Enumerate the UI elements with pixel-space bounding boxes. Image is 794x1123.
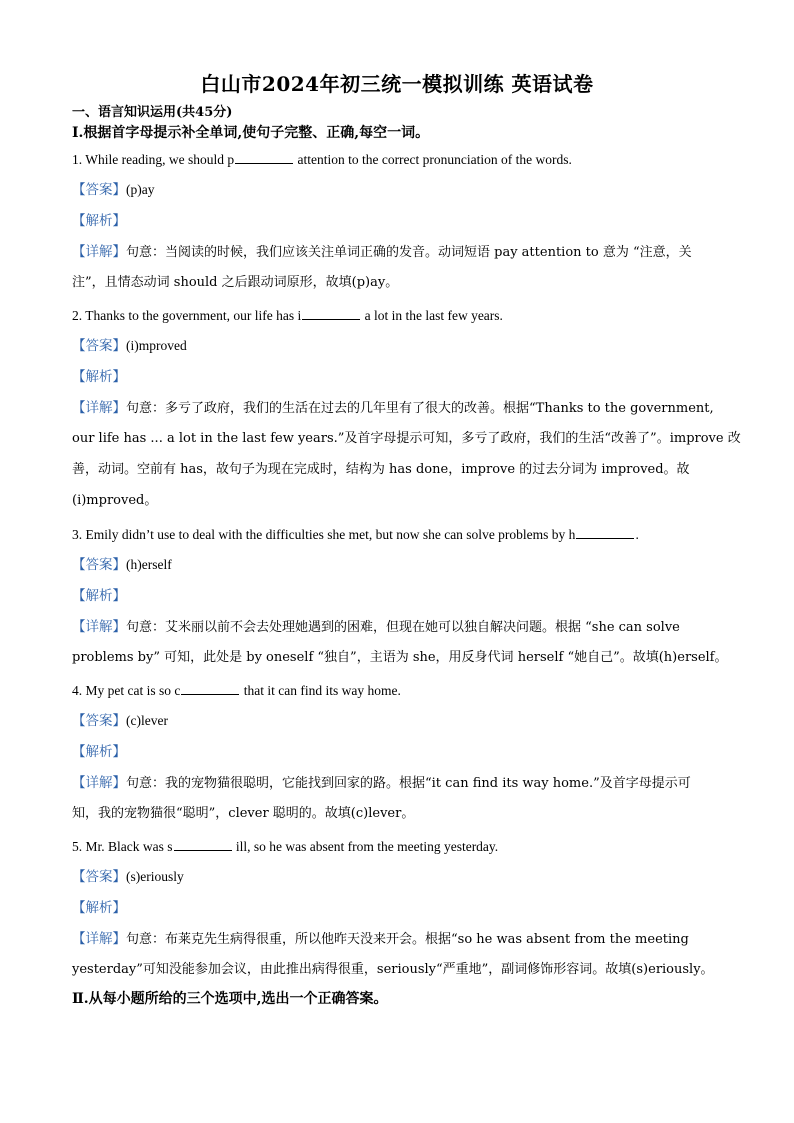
section-heading: 一、语言知识运用(共45分) xyxy=(72,105,233,120)
detail-text: 句意：我的宠物猫很聪明，它能找到回家的路。根据“it can find its way home.”及首字母提示可 xyxy=(126,776,691,791)
detail-line xyxy=(72,430,741,448)
analysis-line xyxy=(72,212,732,231)
detail-text: 句意：当阅读的时候，我们应该关注单词正确的发音。动词短语 pay attention to 意为 “注意，关 xyxy=(126,245,692,260)
question-line xyxy=(72,837,732,856)
answer-line xyxy=(72,337,732,356)
answer-blank xyxy=(174,837,232,851)
detail-line xyxy=(72,774,732,793)
answer-line xyxy=(72,556,732,575)
analysis-label: 【解析】 xyxy=(72,588,126,604)
question-text-end: ill, so he was absent from the meeting yesterday. xyxy=(232,839,499,854)
answer-value: (c)lever xyxy=(126,713,168,728)
answer-blank xyxy=(181,681,239,695)
answer-label: 【答案】 xyxy=(72,338,126,354)
detail-text: problems by” 可知，此处是 by oneself “独自”，主语为 she，用反身代词 herself “她自己”。故填(h)erself。 xyxy=(72,650,728,665)
answer-blank xyxy=(302,306,360,320)
question-line xyxy=(72,681,732,700)
analysis-label: 【解析】 xyxy=(72,369,126,385)
detail-text: 句意：多亏了政府，我们的生活在过去的几年里有了很大的改善。根据“Thanks to the government, xyxy=(126,401,714,416)
detail-line xyxy=(72,930,732,949)
detail-line xyxy=(72,461,732,479)
question-text-end: a lot in the last few years. xyxy=(361,308,503,323)
answer-value: (i)mproved xyxy=(126,338,187,353)
analysis-label: 【解析】 xyxy=(72,213,126,229)
answer-value: (h)erself xyxy=(126,557,172,572)
exam-title: 白山市2024年初三统一模拟训练 英语试卷 xyxy=(200,72,594,96)
analysis-line xyxy=(72,368,732,387)
answer-label: 【答案】 xyxy=(72,557,126,573)
detail-line xyxy=(72,492,732,510)
answer-label: 【答案】 xyxy=(72,713,126,729)
part-2-instruction: Ⅱ.从每小题所给的三个选项中,选出一个正确答案。 xyxy=(72,991,388,1007)
answer-label: 【答案】 xyxy=(72,869,126,885)
answer-line xyxy=(72,181,732,200)
question-text: 2. Thanks to the government, our life has i xyxy=(72,308,302,323)
question-text-end: . xyxy=(635,527,639,542)
detail-line xyxy=(72,961,732,979)
question-text: 1. While reading, we should p xyxy=(72,152,235,167)
detail-label: 【详解】 xyxy=(72,775,126,791)
detail-line xyxy=(72,618,732,637)
detail-text: 知，我的宠物猫很“聪明”，clever 聪明的。故填(c)lever。 xyxy=(72,806,415,821)
detail-label: 【详解】 xyxy=(72,619,126,635)
answer-line xyxy=(72,712,732,731)
question-text-end: that it can find its way home. xyxy=(240,683,401,698)
answer-label: 【答案】 xyxy=(72,182,126,198)
answer-value: (p)ay xyxy=(126,182,155,197)
analysis-line xyxy=(72,743,732,762)
analysis-line xyxy=(72,587,732,606)
detail-text: (i)mproved。 xyxy=(72,493,158,508)
detail-line xyxy=(72,649,732,667)
detail-label: 【详解】 xyxy=(72,400,126,416)
answer-value: (s)eriously xyxy=(126,869,184,884)
detail-line xyxy=(72,274,732,292)
question-line xyxy=(72,150,732,169)
detail-line xyxy=(72,243,732,262)
detail-text: 善，动词。空前有 has，故句子为现在完成时，结构为 has done，improve 的过去分词为 improved。故 xyxy=(72,462,690,477)
question-line xyxy=(72,306,732,325)
detail-text: our life has ... a lot in the last few years.”及首字母提示可知，多亏了政府，我们的生活“改善了”。improve 改 xyxy=(72,431,741,446)
detail-text: 句意：艾米丽以前不会去处理她遇到的困难，但现在她可以独自解决问题。根据 “she can solve xyxy=(126,620,680,635)
detail-line xyxy=(72,805,732,823)
question-text-end: attention to the correct pronunciation of the words. xyxy=(294,152,572,167)
detail-text: yesterday”可知没能参加会议，由此推出病得很重，seriously“严重地”，副词修饰形容词。故填(s)eriously。 xyxy=(72,962,714,977)
detail-text: 注”，且情态动词 should 之后跟动词原形，故填(p)ay。 xyxy=(72,275,399,290)
answer-line xyxy=(72,868,732,887)
detail-label: 【详解】 xyxy=(72,931,126,947)
analysis-label: 【解析】 xyxy=(72,744,126,760)
analysis-label: 【解析】 xyxy=(72,900,126,916)
question-text: 3. Emily didn’t use to deal with the difficulties she met, but now she can solve problems by h xyxy=(72,527,576,542)
detail-text: 句意：布莱克先生病得很重，所以他昨天没来开会。根据“so he was absent from the meeting xyxy=(126,932,689,947)
question-text: 5. Mr. Black was s xyxy=(72,839,173,854)
analysis-line xyxy=(72,899,732,918)
answer-blank xyxy=(576,525,634,539)
detail-line xyxy=(72,399,732,418)
question-text: 4. My pet cat is so c xyxy=(72,683,181,698)
answer-blank xyxy=(235,150,293,164)
detail-label: 【详解】 xyxy=(72,244,126,260)
part-1-instruction: Ⅰ.根据首字母提示补全单词,使句子完整、正确,每空一词。 xyxy=(72,125,430,141)
question-line xyxy=(72,525,732,544)
